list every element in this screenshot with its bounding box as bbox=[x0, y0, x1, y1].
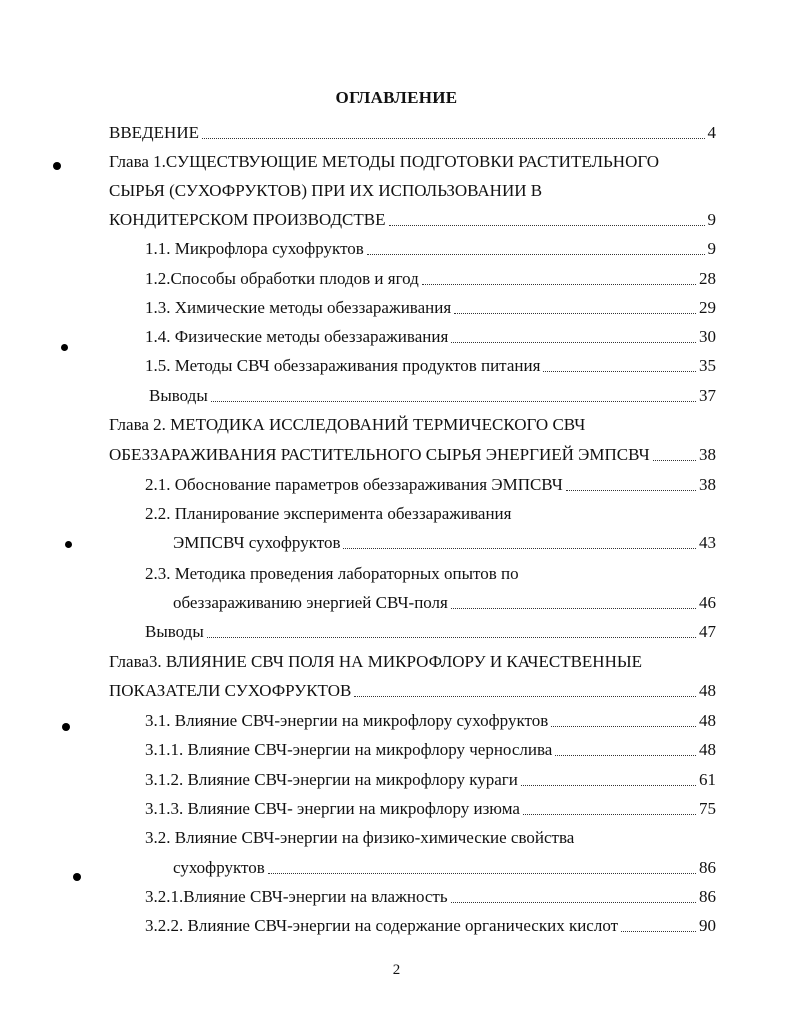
toc-page: 28 bbox=[699, 269, 716, 288]
leader-dots bbox=[422, 284, 696, 285]
toc-entry-chapter3-line1[interactable] bbox=[109, 651, 716, 673]
toc-page: 48 bbox=[699, 711, 716, 730]
toc-page: 35 bbox=[699, 356, 716, 375]
toc-label: 3.2. Влияние СВЧ-энергии на физико-химические свойства bbox=[145, 828, 575, 847]
toc-page: 43 bbox=[699, 533, 716, 552]
toc-label: 3.1.3. Влияние СВЧ- энергии на микрофлору изюма bbox=[145, 799, 520, 818]
leader-dots bbox=[523, 814, 696, 815]
leader-dots bbox=[555, 755, 696, 756]
toc-entry-1-2[interactable] bbox=[145, 268, 716, 290]
toc-entry-2-3-line2[interactable] bbox=[173, 592, 716, 614]
leader-dots bbox=[653, 460, 696, 461]
toc-entry-1-1[interactable] bbox=[145, 238, 716, 260]
leader-dots bbox=[451, 902, 696, 903]
toc-label: ВВЕДЕНИЕ bbox=[109, 123, 199, 142]
toc-entry-introduction[interactable] bbox=[109, 122, 716, 144]
toc-label: 2.2. Планирование эксперимента обеззараживания bbox=[145, 504, 512, 523]
toc-label: Глава 1.СУЩЕСТВУЮЩИЕ МЕТОДЫ ПОДГОТОВКИ РАСТИТЕЛЬНОГО bbox=[109, 152, 660, 171]
page-number: 2 bbox=[392, 962, 401, 978]
leader-dots bbox=[551, 726, 696, 727]
leader-dots bbox=[207, 637, 696, 638]
toc-label: 1.1. Микрофлора сухофруктов bbox=[145, 239, 364, 258]
toc-page: 48 bbox=[699, 740, 716, 759]
toc-label: Выводы bbox=[149, 386, 208, 405]
toc-page: 9 bbox=[707, 210, 716, 229]
toc-entry-1-4[interactable] bbox=[145, 326, 716, 348]
toc-entry-1-3[interactable] bbox=[145, 297, 716, 319]
leader-dots bbox=[621, 931, 696, 932]
toc-page: 86 bbox=[699, 887, 716, 906]
toc-entry-chapter1-conclusions[interactable] bbox=[149, 385, 716, 407]
toc-entry-chapter2-line1[interactable] bbox=[109, 414, 716, 436]
toc-entry-3-1-2[interactable] bbox=[145, 769, 716, 791]
toc-label: Глава 2. МЕТОДИКА ИССЛЕДОВАНИЙ ТЕРМИЧЕСКОГО СВЧ bbox=[109, 415, 586, 434]
scan-speck bbox=[62, 723, 70, 731]
toc-page: 38 bbox=[699, 445, 716, 464]
toc-label: 2.3. Методика проведения лабораторных опытов по bbox=[145, 564, 519, 583]
toc-page: 75 bbox=[699, 799, 716, 818]
toc-label: 3.1. Влияние СВЧ-энергии на микрофлору сухофруктов bbox=[145, 711, 549, 730]
leader-dots bbox=[354, 696, 696, 697]
toc-label: обеззараживанию энергией СВЧ-поля bbox=[173, 593, 448, 612]
toc-page: 46 bbox=[699, 593, 716, 612]
toc-entry-chapter1-line1[interactable] bbox=[109, 151, 716, 173]
scan-speck bbox=[73, 873, 81, 881]
leader-dots bbox=[451, 342, 696, 343]
leader-dots bbox=[268, 873, 696, 874]
leader-dots bbox=[451, 608, 696, 609]
scan-speck bbox=[61, 344, 68, 351]
toc-label: 1.2.Способы обработки плодов и ягод bbox=[145, 269, 419, 288]
toc-label: ОБЕЗЗАРАЖИВАНИЯ РАСТИТЕЛЬНОГО СЫРЬЯ ЭНЕРГИЕЙ ЭМПСВЧ bbox=[109, 445, 650, 464]
scan-speck bbox=[65, 541, 72, 548]
toc-entry-3-1-3[interactable] bbox=[145, 798, 716, 820]
toc-entry-2-2-line1[interactable] bbox=[145, 503, 716, 525]
toc-entry-3-2-1[interactable] bbox=[145, 886, 716, 908]
toc-label: КОНДИТЕРСКОМ ПРОИЗВОДСТВЕ bbox=[109, 210, 386, 229]
toc-label: 3.1.2. Влияние СВЧ-энергии на микрофлору кураги bbox=[145, 770, 518, 789]
toc-page: 90 bbox=[699, 916, 716, 935]
toc-label: ЭМПСВЧ сухофруктов bbox=[173, 533, 341, 552]
toc-label: 1.3. Химические методы обеззараживания bbox=[145, 298, 452, 317]
toc-entry-1-5[interactable] bbox=[145, 355, 716, 377]
toc-page: 29 bbox=[699, 298, 716, 317]
toc-label: 3.2.2. Влияние СВЧ-энергии на содержание органических кислот bbox=[145, 916, 619, 935]
toc-page: 9 bbox=[707, 239, 716, 258]
toc-page: 47 bbox=[699, 622, 716, 641]
toc-entry-3-1-1[interactable] bbox=[145, 739, 716, 761]
toc-label: Глава3. ВЛИЯНИЕ СВЧ ПОЛЯ НА МИКРОФЛОРУ И КАЧЕСТВЕННЫЕ bbox=[109, 652, 643, 671]
toc-label: сухофруктов bbox=[173, 858, 265, 877]
toc-page: 37 bbox=[699, 386, 716, 405]
leader-dots bbox=[454, 313, 696, 314]
toc-entry-3-2-2[interactable] bbox=[145, 915, 716, 937]
toc-entry-chapter2-line2[interactable] bbox=[109, 444, 716, 466]
toc-page: 86 bbox=[699, 858, 716, 877]
toc-entry-2-1[interactable] bbox=[145, 474, 716, 496]
leader-dots bbox=[566, 490, 696, 491]
toc-entry-chapter2-conclusions[interactable] bbox=[145, 621, 716, 643]
toc-entry-chapter3-line2[interactable] bbox=[109, 680, 716, 702]
scan-speck bbox=[53, 162, 61, 170]
toc-label: 3.1.1. Влияние СВЧ-энергии на микрофлору чернослива bbox=[145, 740, 553, 759]
toc-label: Выводы bbox=[145, 622, 204, 641]
toc-page: 4 bbox=[707, 123, 716, 142]
leader-dots bbox=[211, 401, 696, 402]
toc-entry-3-1[interactable] bbox=[145, 710, 716, 732]
leader-dots bbox=[367, 254, 705, 255]
toc-page: 38 bbox=[699, 475, 716, 494]
document-title: ОГЛАВЛЕНИЕ bbox=[335, 88, 458, 107]
leader-dots bbox=[521, 785, 696, 786]
toc-label: СЫРЬЯ (СУХОФРУКТОВ) ПРИ ИХ ИСПОЛЬЗОВАНИИ В bbox=[109, 181, 543, 200]
leader-dots bbox=[389, 225, 705, 226]
toc-label: 3.2.1.Влияние СВЧ-энергии на влажность bbox=[145, 887, 448, 906]
toc-entry-3-2-line2[interactable] bbox=[173, 857, 716, 879]
toc-entry-chapter1-line2[interactable] bbox=[109, 180, 716, 202]
toc-entry-3-2-line1[interactable] bbox=[145, 827, 716, 849]
leader-dots bbox=[343, 548, 696, 549]
leader-dots bbox=[543, 371, 696, 372]
leader-dots bbox=[202, 138, 705, 139]
toc-label: 2.1. Обоснование параметров обеззараживания ЭМПСВЧ bbox=[145, 475, 563, 494]
toc-page: 61 bbox=[699, 770, 716, 789]
toc-page: 30 bbox=[699, 327, 716, 346]
toc-entry-chapter1-line3[interactable] bbox=[109, 209, 716, 231]
toc-label: 1.5. Методы СВЧ обеззараживания продуктов питания bbox=[145, 356, 541, 375]
toc-entry-2-2-line2[interactable] bbox=[173, 532, 716, 554]
toc-label: 1.4. Физические методы обеззараживания bbox=[145, 327, 449, 346]
toc-page: 48 bbox=[699, 681, 716, 700]
toc-label: ПОКАЗАТЕЛИ СУХОФРУКТОВ bbox=[109, 681, 352, 700]
toc-entry-2-3-line1[interactable] bbox=[145, 563, 716, 585]
